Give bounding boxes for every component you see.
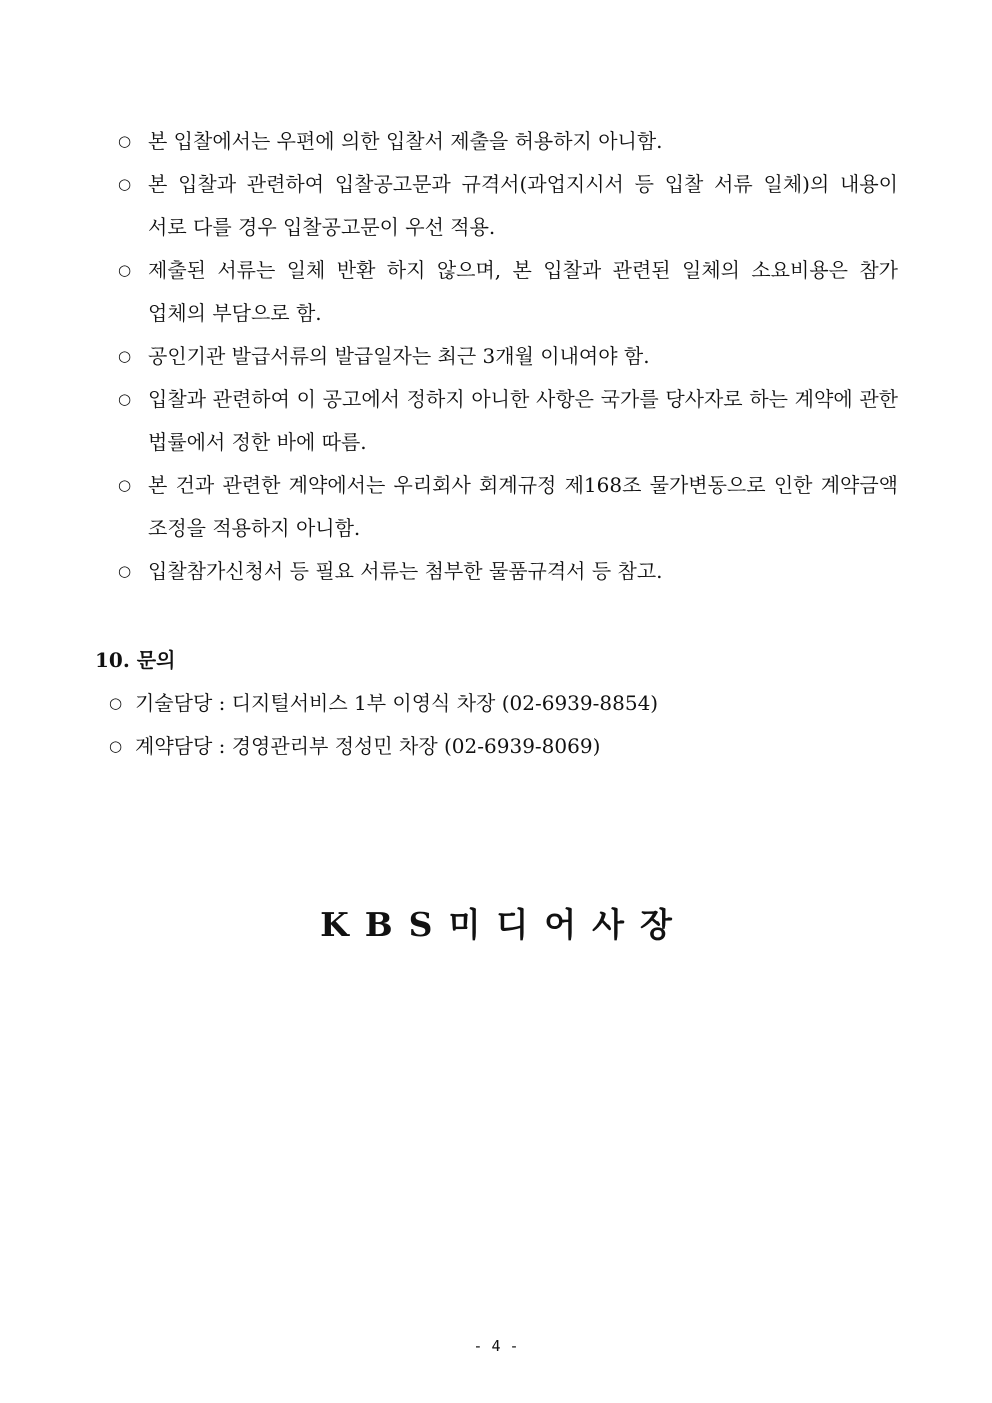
note-text: 제출된 서류는 일체 반환 하지 않으며, 본 입찰과 관련된 일체의 소요비용은 참가 업체의 부담으로 함. (148, 258, 898, 325)
note-item (118, 335, 898, 378)
page-number: - 4 - (473, 1337, 519, 1355)
note-text: 본 입찰에서는 우편에 의한 입찰서 제출을 허용하지 아니함. (148, 129, 663, 153)
bid-notes-list (118, 120, 898, 593)
bullet-circle-icon: ○ (118, 261, 132, 279)
issuer-signature: KBS미디어사장 (320, 905, 688, 944)
note-text: 공인기관 발급서류의 발급일자는 최근 3개월 이내여야 함. (148, 344, 650, 368)
bullet-circle-icon: ○ (109, 694, 123, 712)
note-item (118, 464, 898, 550)
bullet-circle-icon: ○ (118, 562, 132, 580)
contact-text: 기술담당 : 디지털서비스 1부 이영식 차장 (02-6939-8854) (135, 691, 659, 715)
note-text: 본 건과 관련한 계약에서는 우리회사 회계규정 제168조 물가변동으로 인한 계약금액 조정을 적용하지 아니함. (148, 473, 898, 540)
inquiry-section (95, 640, 895, 768)
note-item (118, 249, 898, 335)
note-item (118, 120, 898, 163)
contact-item-contract (95, 725, 895, 768)
bullet-circle-icon: ○ (118, 175, 132, 193)
bullet-circle-icon: ○ (118, 476, 132, 494)
bullet-circle-icon: ○ (109, 737, 123, 755)
bullet-circle-icon: ○ (118, 132, 132, 150)
note-text: 입찰참가신청서 등 필요 서류는 첨부한 물품규격서 등 참고. (148, 559, 663, 583)
contact-list (95, 682, 895, 768)
note-item (118, 163, 898, 249)
contact-text: 계약담당 : 경영관리부 정성민 차장 (02-6939-8069) (135, 734, 601, 758)
section-heading: 10. 문의 (95, 648, 176, 672)
note-item (118, 378, 898, 464)
note-item (118, 550, 898, 593)
contact-item-technical (95, 682, 895, 725)
note-text: 입찰과 관련하여 이 공고에서 정하지 아니한 사항은 국가를 당사자로 하는 계약에 관한 법률에서 정한 바에 따름. (148, 387, 898, 454)
bullet-circle-icon: ○ (118, 347, 132, 365)
bullet-circle-icon: ○ (118, 390, 132, 408)
note-text: 본 입찰과 관련하여 입찰공고문과 규격서(과업지시서 등 입찰 서류 일체)의 내용이 서로 다를 경우 입찰공고문이 우선 적용. (148, 172, 898, 239)
